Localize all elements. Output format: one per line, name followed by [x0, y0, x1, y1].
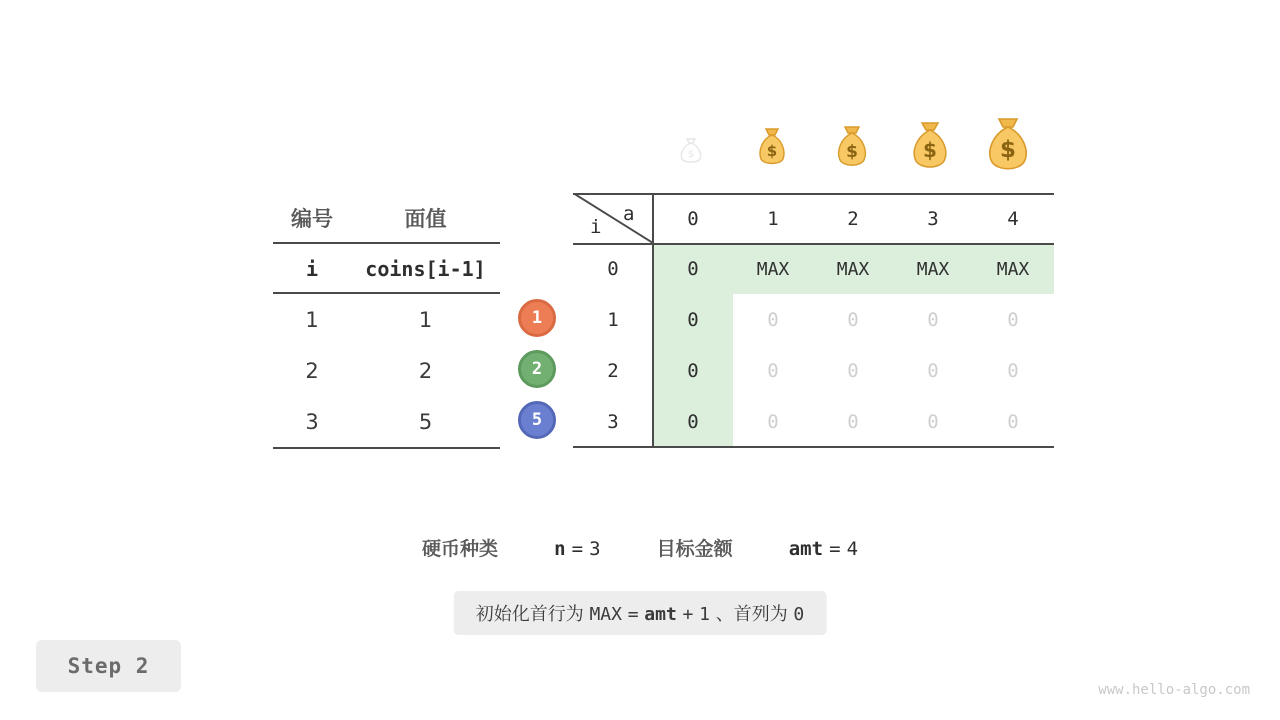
dp-cell-1-3: 0 [927, 309, 939, 331]
svg-text:$: $ [687, 149, 695, 160]
dp-row-axis-label: i [590, 216, 602, 238]
coin-table-header-row [273, 192, 500, 243]
dp-row-header-2: 2 [607, 360, 619, 382]
caption-coin-kinds-label: 硬币种类 [421, 538, 498, 560]
dp-cell-3-1: 0 [767, 411, 779, 433]
dp-cell-2-4: 0 [1007, 360, 1019, 382]
money-bag-icon-4 [978, 116, 1038, 180]
svg-text:$: $ [999, 137, 1017, 163]
note-plus: + [682, 604, 694, 625]
dp-rule-bottom [573, 446, 1054, 448]
note-max-symbol: MAX [589, 604, 622, 625]
dp-col-header-0: 0 [687, 208, 699, 230]
dp-cell-2-0: 0 [687, 360, 699, 382]
note-equals: = [627, 604, 639, 625]
money-bag-icon-1 [742, 126, 802, 174]
caption-target-label: 目标金额 [656, 538, 733, 560]
dp-cell-2-2: 0 [847, 360, 859, 382]
coin-row-index: 2 [305, 358, 319, 383]
dp-cell-0-3: MAX [916, 258, 950, 280]
dp-cell-1-0: 0 [687, 309, 699, 331]
coin-badge-5: 5 [518, 401, 556, 439]
coin-table-subheader-value: coins[i-1] [365, 256, 486, 281]
dp-cell-1-2: 0 [847, 309, 859, 331]
coin-table-header-value: 面值 [404, 206, 447, 231]
note-prefix: 初始化首行为 [475, 604, 584, 625]
dp-cell-1-4: 0 [1007, 309, 1019, 331]
money-bag-icon-2 [822, 124, 882, 176]
coin-table-row [273, 345, 500, 396]
note-one: 1 [699, 604, 710, 625]
svg-text:$: $ [923, 138, 937, 162]
dp-cell-0-0: 0 [687, 258, 699, 280]
note-box [454, 591, 827, 635]
money-bag-icon-0-svg [678, 135, 704, 165]
dp-col-header-3: 3 [927, 208, 939, 230]
coin-table-subheader-index: i [305, 256, 319, 281]
dp-cell-0-4: MAX [996, 258, 1030, 280]
note-zero: 0 [793, 604, 805, 625]
dp-cell-1-1: 0 [767, 309, 779, 331]
note-amt-symbol: amt [644, 604, 677, 625]
caption-amt-value: 4 [846, 538, 859, 560]
money-bag-icon-4-svg [983, 116, 1033, 174]
coin-row-value: 5 [418, 409, 433, 434]
coin-row-index: 1 [305, 307, 319, 332]
dp-cell-2-1: 0 [767, 360, 779, 382]
coin-table-row [273, 396, 500, 447]
caption-n-equals: = [571, 538, 584, 560]
money-bag-icon-3 [900, 120, 960, 178]
coin-row-index: 3 [305, 409, 319, 434]
money-bag-icon-0 [661, 135, 721, 169]
watermark: www.hello-algo.com [1098, 682, 1250, 698]
caption-amt-symbol: amt [788, 538, 824, 560]
dp-col-header-2: 2 [847, 208, 859, 230]
money-bag-icon-3-svg [908, 120, 952, 172]
coin-table-subheader-row [273, 243, 500, 294]
dp-col-header-1: 1 [767, 208, 779, 230]
caption-n-symbol: n [554, 538, 566, 560]
dp-cell-3-3: 0 [927, 411, 939, 433]
dp-row-header-3: 3 [607, 411, 619, 433]
dp-corner-diagonal-icon [573, 193, 653, 243]
coin-badge-2: 2 [518, 350, 556, 388]
money-bag-icon-2-svg [833, 124, 871, 170]
step-badge: Step 2 [36, 640, 181, 692]
coin-table-rule-bottom [273, 447, 500, 449]
dp-cell-3-0: 0 [687, 411, 699, 433]
dp-rule-mid [573, 243, 1054, 245]
svg-text:$: $ [766, 142, 778, 160]
money-bag-icon-1-svg [755, 126, 789, 168]
dp-cell-0-1: MAX [756, 258, 790, 280]
coin-row-value: 1 [418, 307, 433, 332]
dp-col-header-4: 4 [1007, 208, 1019, 230]
dp-row-header-1: 1 [607, 309, 619, 331]
dp-cell-2-3: 0 [927, 360, 939, 382]
dp-cell-0-2: MAX [836, 258, 870, 280]
coin-row-value: 2 [418, 358, 433, 383]
caption-amt-equals: = [829, 538, 841, 560]
caption-n-value: 3 [589, 538, 601, 560]
coin-table [273, 192, 500, 447]
dp-col-axis-label: a [623, 203, 635, 225]
coin-table-row [273, 294, 500, 345]
dp-cell-3-4: 0 [1007, 411, 1019, 433]
caption-row [0, 534, 1280, 561]
coin-table-header-index: 编号 [291, 206, 333, 231]
dp-row-header-0: 0 [607, 258, 619, 280]
dp-cell-3-2: 0 [847, 411, 859, 433]
svg-text:$: $ [846, 142, 858, 162]
coin-badge-1: 1 [518, 299, 556, 337]
note-middle: 、首列为 [715, 604, 788, 625]
